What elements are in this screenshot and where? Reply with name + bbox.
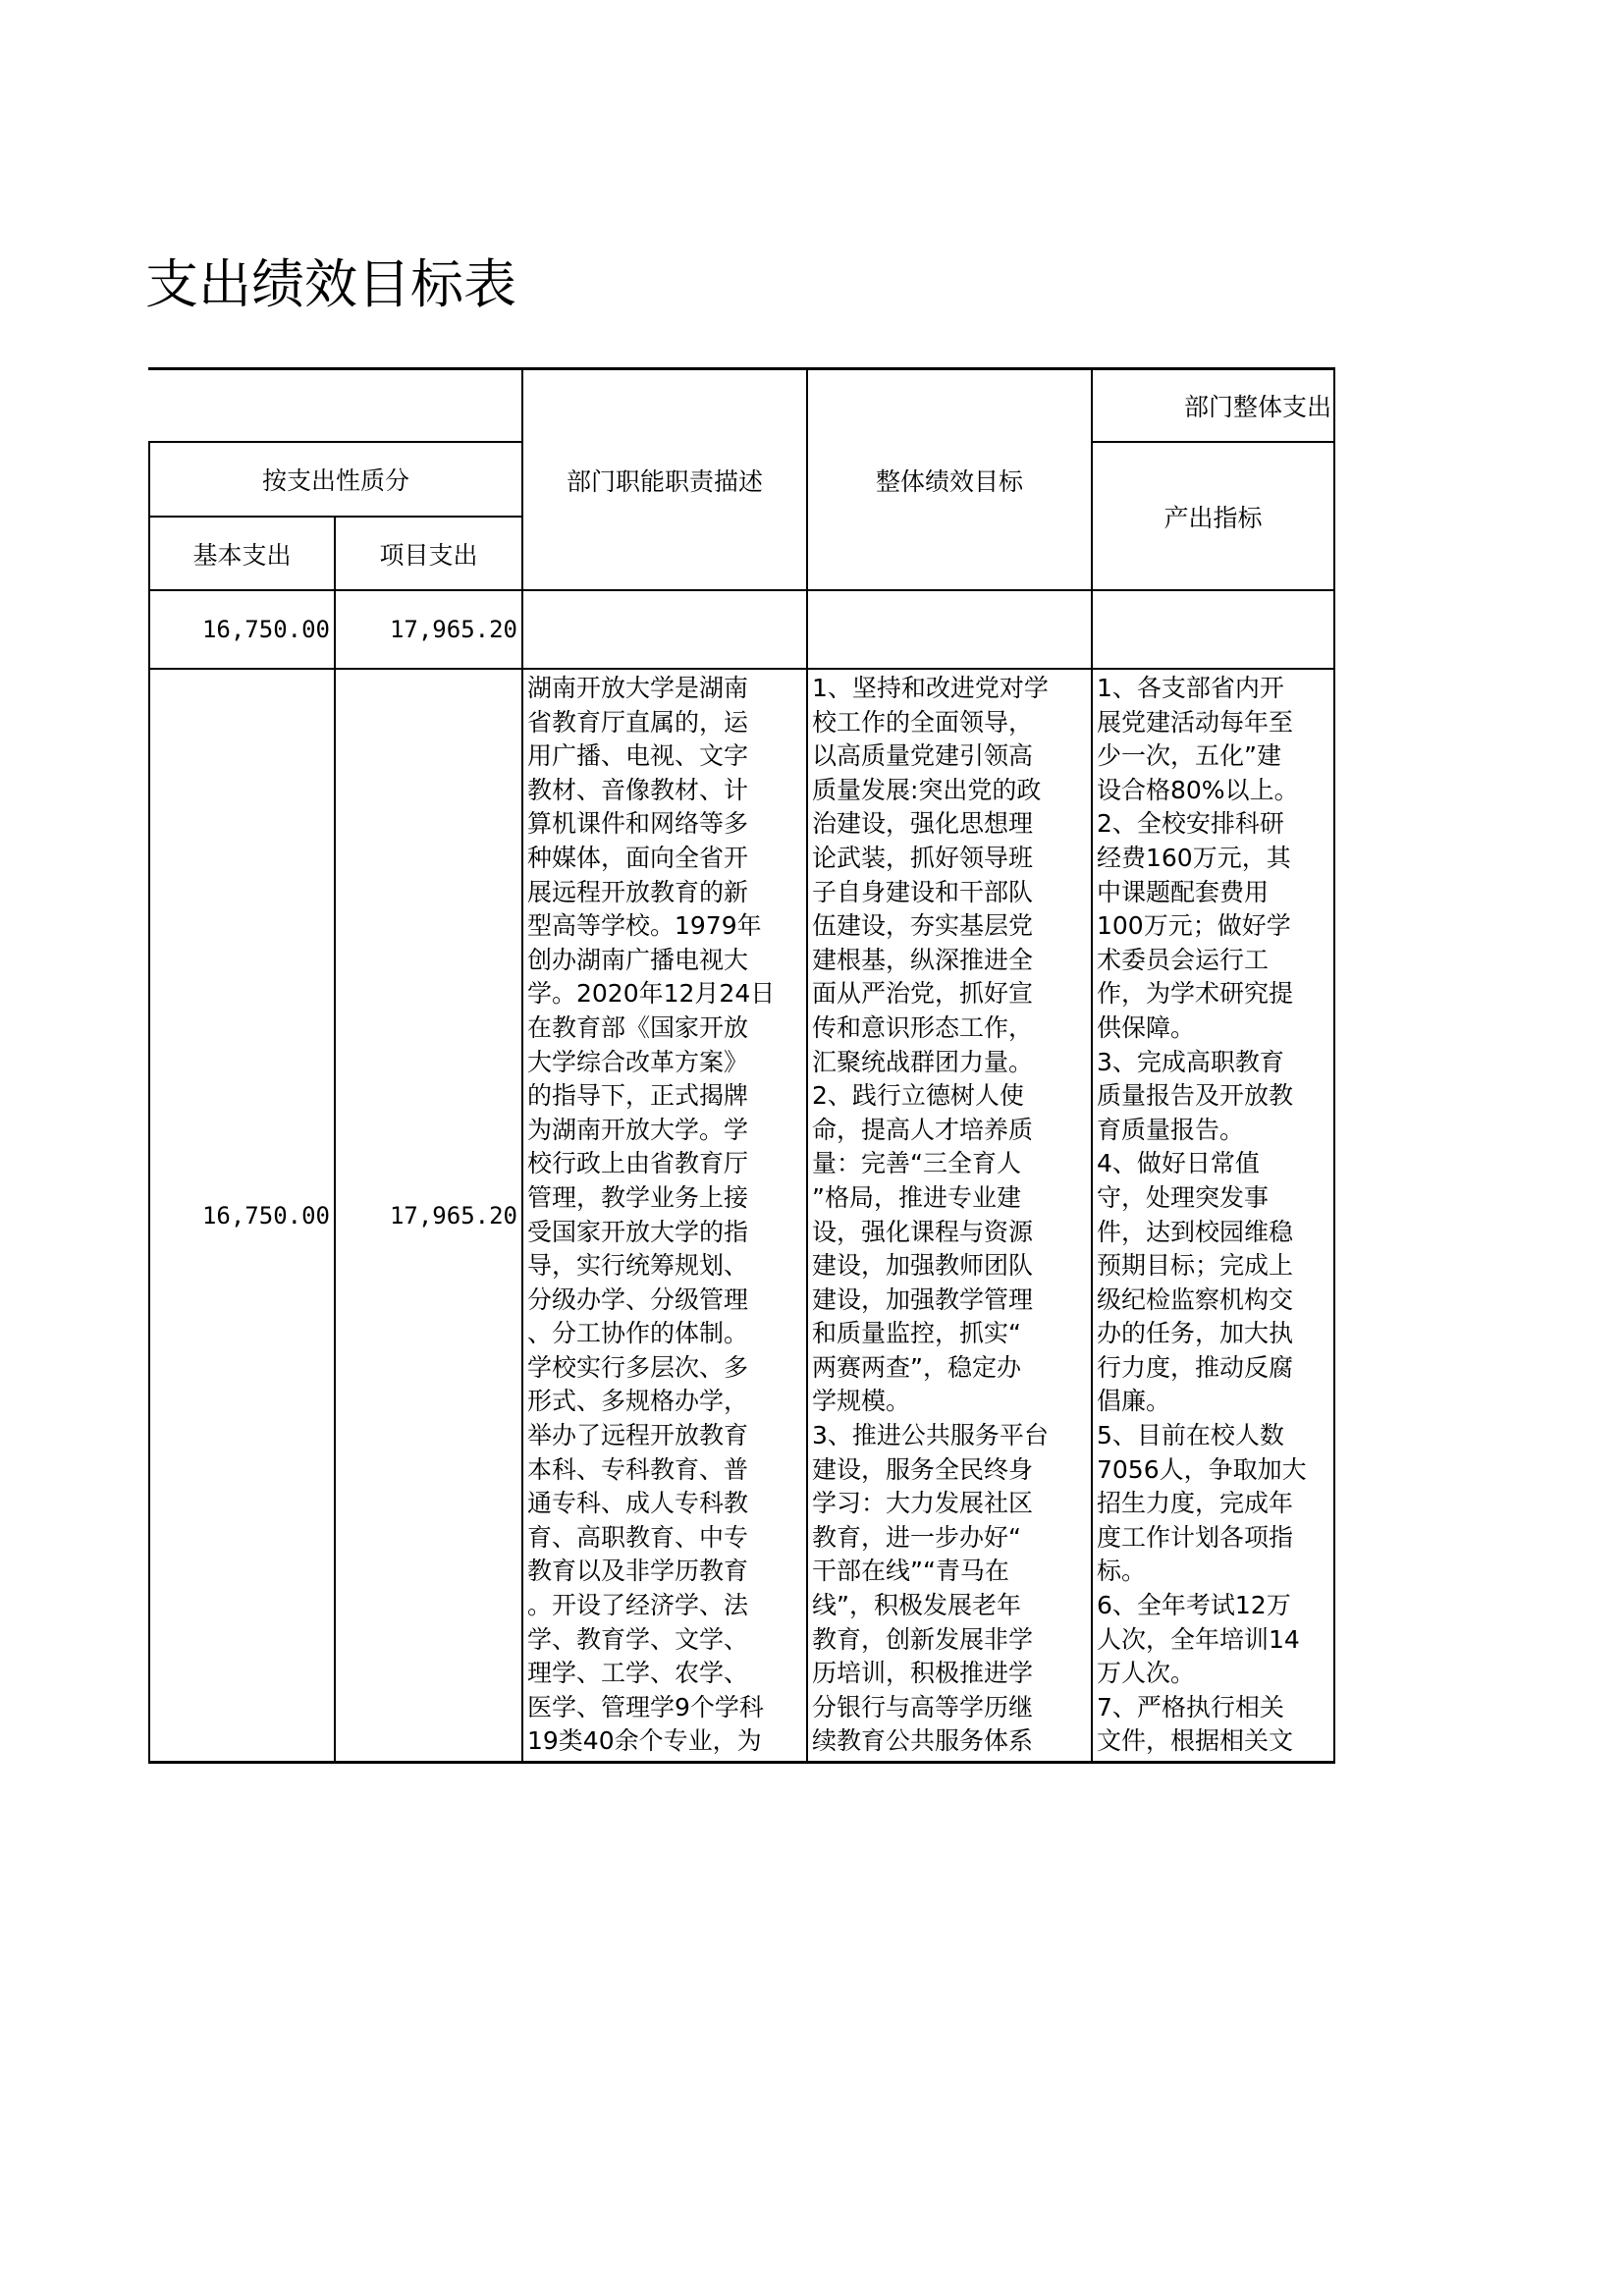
row2-project-value: 17,965.20	[389, 1201, 517, 1230]
grid-line	[1333, 367, 1335, 1763]
text-line: 教材、音像教材、计	[527, 775, 749, 804]
text-line: 1、坚持和改进党对学	[812, 674, 1049, 702]
text-line: 设，强化课程与资源	[812, 1217, 1034, 1246]
text-line: 伍建设，夯实基层党	[812, 911, 1034, 941]
text-line: 。开设了经济学、法	[527, 1591, 749, 1620]
text-line: 办的任务，加大执	[1097, 1319, 1294, 1348]
text-line: 6、全年考试12万	[1097, 1591, 1291, 1620]
text-line: 形式、多规格办学，	[527, 1387, 749, 1416]
text-line: 本科、专科教育、普	[527, 1454, 749, 1484]
header-duty-desc: 部门职能职责描述	[566, 466, 763, 496]
text-line: 2、全校安排科研	[1097, 809, 1284, 839]
text-line: 导，实行统筹规划、	[527, 1251, 749, 1281]
text-line: 学习：大力发展社区	[812, 1489, 1034, 1518]
text-line: 续教育公共服务体系	[812, 1726, 1034, 1756]
text-line: 学。2020年12月24日	[527, 979, 776, 1009]
text-line: 建设，服务全民终身	[812, 1454, 1034, 1484]
text-line: 供保障。	[1097, 1012, 1196, 1042]
header-output-indicator: 产出指标	[1163, 503, 1263, 532]
text-line: 少一次，五化”建	[1097, 741, 1281, 771]
text-line: 的指导下，正式揭牌	[527, 1081, 749, 1111]
text-line: 3、完成高职教育	[1097, 1047, 1284, 1076]
text-line: 4、做好日常值	[1097, 1149, 1260, 1178]
header-overall-goal: 整体绩效目标	[875, 466, 1023, 496]
header-by-nature: 按支出性质分	[261, 466, 409, 495]
text-line: 理学、工学、农学、	[527, 1659, 749, 1688]
text-line: 面从严治党，抓好宣	[812, 979, 1034, 1009]
text-line: 汇聚统战群团力量。	[812, 1047, 1034, 1076]
text-line: 展党建活动每年至	[1097, 707, 1294, 737]
text-line: 2、践行立德树人使	[812, 1081, 1024, 1111]
text-line: 质量发展:突出党的政	[812, 775, 1042, 804]
text-line: 展远程开放教育的新	[527, 877, 749, 906]
header-dept-total: 部门整体支出	[1183, 393, 1331, 421]
page-title: 支出绩效目标表	[145, 253, 516, 315]
text-line: 7056人，争取加大	[1097, 1454, 1307, 1484]
text-line: 育、高职教育、中专	[527, 1522, 749, 1552]
text-line: 设合格80%以上。	[1097, 775, 1299, 804]
overall-goal-text	[810, 672, 1090, 1760]
output-indicator-text	[1095, 672, 1333, 1760]
text-line: 创办湖南广播电视大	[527, 945, 749, 974]
text-line: 3、推进公共服务平台	[812, 1421, 1049, 1450]
row1-project-value: 17,965.20	[389, 616, 517, 643]
text-line: 5、目前在校人数	[1097, 1421, 1284, 1450]
text-line: 和质量监控，抓实“	[812, 1319, 1021, 1348]
text-line: ”格局，推进专业建	[812, 1182, 1021, 1212]
text-line: 湖南开放大学是湖南	[527, 674, 749, 702]
text-line: 量：完善“三全育人	[812, 1149, 1021, 1178]
text-line: 管理，教学业务上接	[527, 1182, 749, 1212]
text-line: 干部在线”“青马在	[812, 1557, 1009, 1586]
text-line: 教育，创新发展非学	[812, 1624, 1034, 1654]
text-line: 历培训，积极推进学	[812, 1659, 1034, 1688]
row1-basic-value: 16,750.00	[201, 616, 330, 643]
text-line: 型高等学校。1979年	[527, 911, 762, 941]
text-line: 建设，加强教师团队	[812, 1251, 1034, 1281]
text-line: 为湖南开放大学。学	[527, 1115, 749, 1144]
text-line: 省教育厅直属的，运	[527, 707, 749, 737]
text-line: 子自身建设和干部队	[812, 877, 1034, 906]
text-line: 线”，积极发展老年	[812, 1591, 1021, 1620]
text-line: 、分工协作的体制。	[527, 1319, 749, 1348]
text-line: 医学、管理学9个学科	[527, 1692, 764, 1722]
text-line: 举办了远程开放教育	[527, 1421, 749, 1450]
text-line: 育质量报告。	[1097, 1115, 1245, 1144]
text-line: 种媒体，面向全省开	[527, 843, 749, 872]
text-line: 1、各支部省内开	[1097, 674, 1284, 702]
text-line: 倡廉。	[1097, 1387, 1171, 1416]
text-line: 大学综合改革方案》	[527, 1047, 749, 1076]
text-line: 命，提高人才培养质	[812, 1115, 1034, 1144]
text-line: 论武装，抓好领导班	[812, 843, 1034, 872]
duty-description-text	[525, 672, 805, 1760]
text-line: 度工作计划各项指	[1097, 1522, 1294, 1552]
text-line: 中课题配套费用	[1097, 877, 1270, 906]
text-line: 以高质量党建引领高	[812, 741, 1034, 771]
text-line: 教育以及非学历教育	[527, 1557, 749, 1586]
text-line: 术委员会运行工	[1097, 945, 1270, 974]
text-line: 学、教育学、文学、	[527, 1624, 749, 1654]
text-line: 传和意识形态工作，	[812, 1012, 1034, 1042]
text-line: 校工作的全面领导，	[812, 707, 1034, 737]
header-basic: 基本支出	[192, 540, 292, 570]
text-line: 治建设，强化思想理	[812, 809, 1034, 839]
text-line: 作，为学术研究提	[1097, 979, 1294, 1009]
text-line: 学校实行多层次、多	[527, 1352, 749, 1382]
text-line: 学规模。	[812, 1387, 911, 1416]
text-line: 万人次。	[1097, 1659, 1196, 1688]
text-line: 校行政上由省教育厅	[527, 1149, 749, 1178]
text-line: 文件，根据相关文	[1097, 1726, 1294, 1756]
text-line: 预期目标；完成上	[1097, 1251, 1294, 1281]
text-line: 算机课件和网络等多	[527, 809, 749, 839]
text-line: 质量报告及开放教	[1097, 1081, 1294, 1111]
text-line: 分银行与高等学历继	[812, 1692, 1034, 1722]
text-line: 100万元；做好学	[1097, 911, 1291, 941]
text-line: 行力度，推动反腐	[1097, 1352, 1294, 1382]
text-line: 建根基，纵深推进全	[812, 945, 1034, 974]
text-line: 经费160万元，其	[1097, 843, 1291, 872]
text-line: 建设，加强教学管理	[812, 1285, 1034, 1314]
row2-basic-value: 16,750.00	[201, 1201, 330, 1230]
text-line: 标。	[1097, 1557, 1147, 1586]
text-line: 件，达到校园维稳	[1097, 1217, 1294, 1246]
text-line: 级纪检监察机构交	[1097, 1285, 1294, 1314]
text-line: 19类40余个专业，为	[527, 1726, 762, 1756]
text-line: 两赛两查”，稳定办	[812, 1352, 1021, 1382]
text-line: 招生力度，完成年	[1097, 1489, 1294, 1518]
text-line: 通专科、成人专科教	[527, 1489, 749, 1518]
text-line: 受国家开放大学的指	[527, 1217, 749, 1246]
text-line: 教育，进一步办好“	[812, 1522, 1021, 1552]
grid-line	[148, 1761, 1335, 1764]
text-line: 7、严格执行相关	[1097, 1692, 1284, 1722]
text-line: 守，处理突发事	[1097, 1182, 1270, 1212]
text-line: 分级办学、分级管理	[527, 1285, 749, 1314]
text-line: 人次，全年培训14	[1097, 1624, 1300, 1654]
text-line: 在教育部《国家开放	[527, 1012, 749, 1042]
text-line: 用广播、电视、文字	[527, 741, 749, 771]
header-project: 项目支出	[379, 540, 478, 570]
